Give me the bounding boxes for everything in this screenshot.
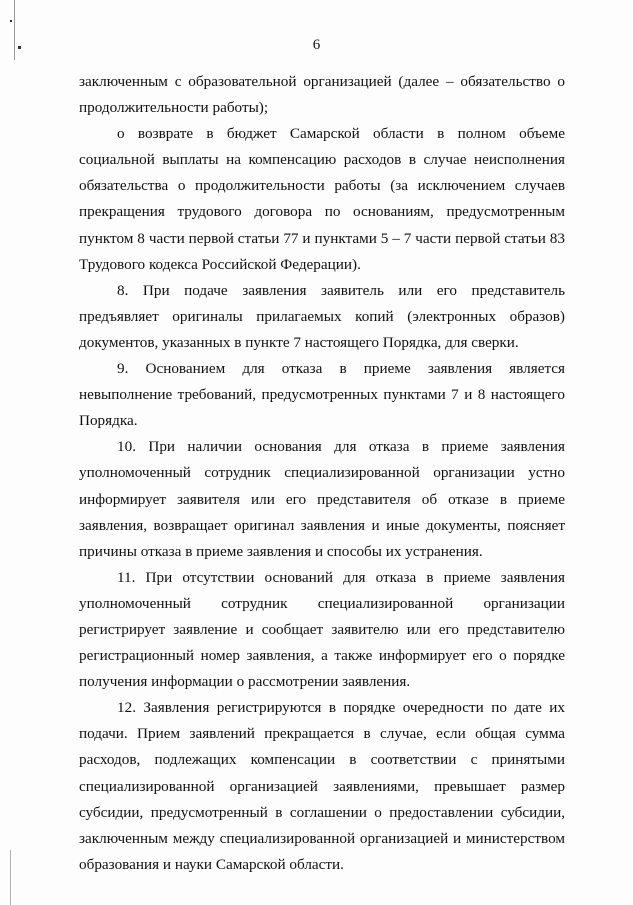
paragraph-continuation: заключенным с образовательной организацией (далее – обязательство о продолжительности работы); [79,73,565,117]
paragraph-8: 8. При подаче заявления заявитель или его представитель предъявляет оригиналы прилагаемых копий (электронных образов) документов, указанных в пункте 7 настоящего Порядка, для сверки. [79,281,565,351]
page-number: 6 [312,37,321,53]
document-body [79,69,565,878]
paragraph-10: 10. При наличии основания для отказа в приеме заявления уполномоченный сотрудник специализированной организации устно информирует заявителя или его представителя об отказе в приеме заявления, возвращает оригинал заявления и иные документы, поясняет причины отказа в приеме заявления и способы их устранения. [79,438,565,560]
paragraph-12: 12. Заявления регистрируются в порядке очередности по дате их подачи. Прием заявлений прекращается в случае, если общая сумма расходов, подлежащих компенсации в соответствии с принятыми специализированной организацией заявлениями, превышает размер субсидии, предусмотренный в соглашении о предоставлении субсидии, заключенным между специализированной организацией и министерством образования и науки Самарской области. [79,699,565,873]
scan-edge-line [10,850,11,905]
paragraph-9: 9. Основанием для отказа в приеме заявления является невыполнение требований, предусмотренных пунктами 7 и 8 настоящего Порядка. [79,360,565,430]
paragraph-11: 11. При отсутствии оснований для отказа в приеме заявления уполномоченный сотрудник специализированной организации регистрирует заявление и сообщает заявителю или его представителю регистрационный номер заявления, а также информирует его о порядке получения информации о рассмотрении заявления. [79,568,565,691]
paragraph-return-obligation: о возврате в бюджет Самарской области в полном объеме социальной выплаты на компенсацию расходов в случае неисполнения обязательства о продолжительности работы (за исключением случаев прекращения трудового договора по основаниям, предусмотренным пунктом 8 части первой статьи 77 и пунктами 5 – 7 части первой статьи 83 Трудового кодекса Российской Федерации). [79,125,565,273]
scan-speck [10,20,12,22]
